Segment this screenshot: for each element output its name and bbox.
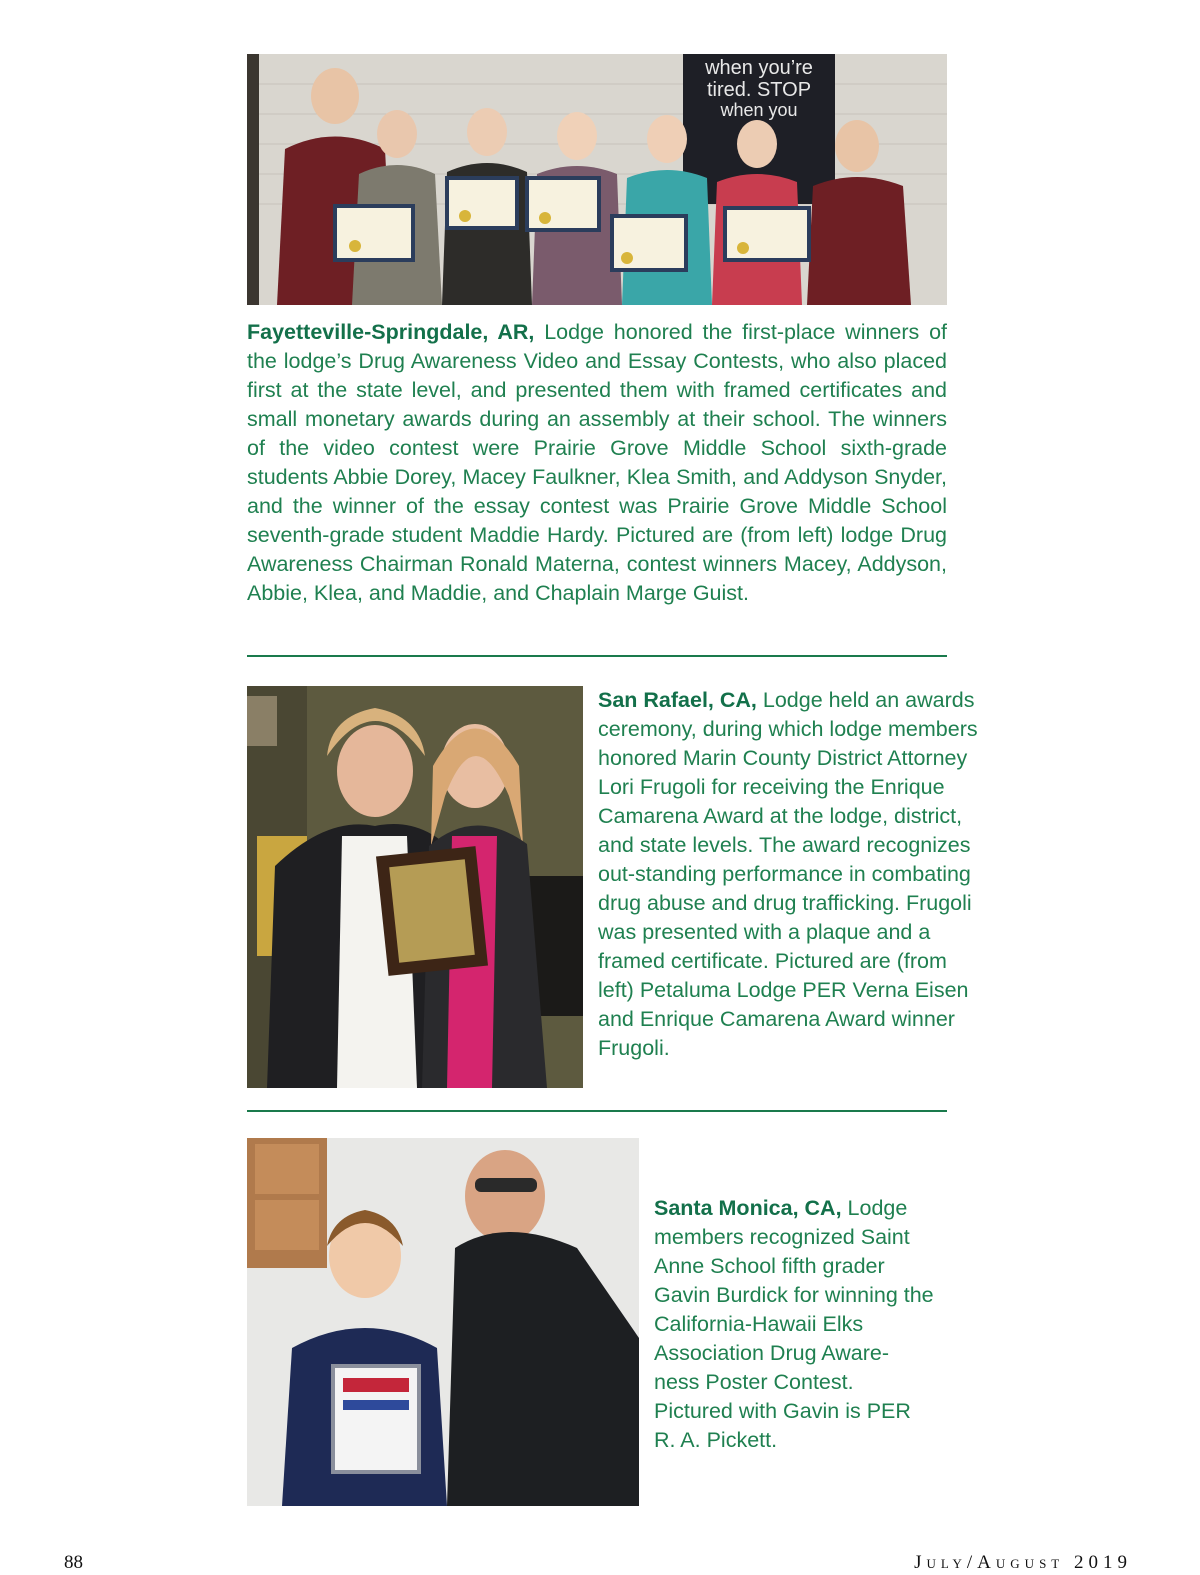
story-body: Lodge members recognized Saint Anne School fifth grader Gavin Burdick for winning the California-Hawaii Elks Association Drug Aware-ness Poster Contest. Pictured with Gavin is PER R. A. Pickett. — [654, 1196, 934, 1452]
story-santa-monica — [654, 1194, 934, 1455]
photo-san-rafael — [247, 686, 583, 1088]
photo-santa-monica — [247, 1138, 639, 1506]
svg-text:when you: when you — [720, 100, 798, 120]
issue-date: July/August 2019 — [914, 1552, 1132, 1573]
story-lead: Santa Monica, CA, — [654, 1196, 842, 1220]
photo-fayetteville-group — [247, 54, 947, 305]
story-fayetteville — [247, 318, 947, 608]
page-number: 88 — [64, 1552, 83, 1573]
story-lead: San Rafael, CA, — [598, 688, 757, 712]
section-divider — [247, 1110, 947, 1112]
section-divider — [247, 655, 947, 657]
story-lead: Fayetteville-Springdale, AR, — [247, 320, 535, 344]
story-san-rafael — [598, 686, 978, 1063]
svg-text:tired. STOP: tired. STOP — [706, 79, 812, 101]
story-body: Lodge held an awards ceremony, during which lodge members honored Marin County District Attorney Lori Frugoli for receiving the Enrique Camarena Award at the lodge, district, and state levels. The award recognizes out-standing performance in combating drug abuse and drug trafficking. Frugoli was presented with a plaque and a framed certificate. Pictured are (from left) Petaluma Lodge PER Verna Eisen and Enrique Camarena Award winner Frugoli. — [598, 688, 978, 1060]
story-body: Lodge honored the first-place winners of the lodge’s Drug Awareness Video and Essay Contests, who also placed first at the state level, and presented them with framed certificates and small monetary awards during an assembly at their school. The winners of the video contest were Prairie Grove Middle School sixth-grade students Abbie Dorey, Macey Faulkner, Klea Smith, and Addyson Snyder, and the winner of the essay contest was Prairie Grove Middle School seventh-grade student Maddie Hardy. Pictured are (from left) lodge Drug Awareness Chairman Ronald Materna, contest winners Macey, Addyson, Abbie, Klea, and Maddie, and Chaplain Marge Guist. — [247, 320, 947, 605]
svg-text:when you’re: when you’re — [705, 57, 813, 79]
